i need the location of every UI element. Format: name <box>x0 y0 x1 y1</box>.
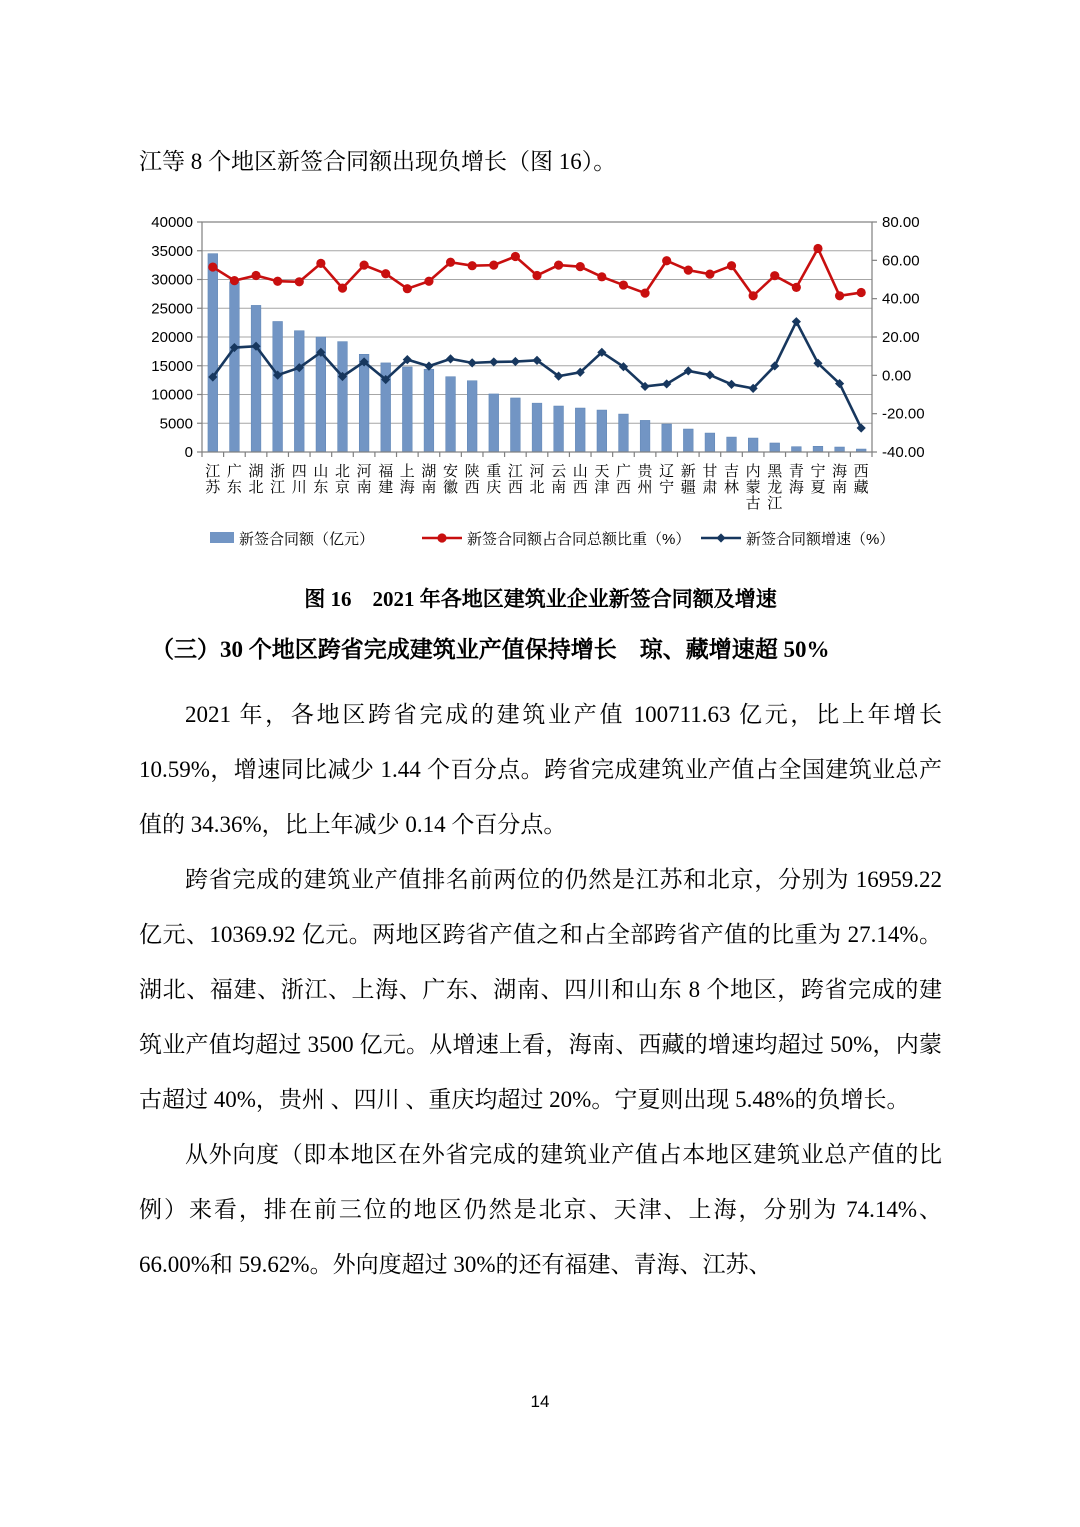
x-label-河北: 河北 <box>529 463 545 496</box>
marker-diamond <box>511 357 520 366</box>
marker-circle <box>381 269 390 278</box>
marker-diamond <box>727 380 736 389</box>
left-axis-label: 35000 <box>151 242 193 260</box>
bar-江西 <box>511 398 521 452</box>
right-axis-label: -40.00 <box>882 444 925 461</box>
marker-circle <box>813 244 822 253</box>
marker-diamond <box>857 423 866 432</box>
figure-16-chart <box>135 212 947 569</box>
marker-circle <box>792 283 801 292</box>
marker-circle <box>684 266 693 275</box>
bar-河南 <box>359 354 369 452</box>
x-label-贵州: 贵州 <box>637 463 653 496</box>
legend-growth-marker <box>716 533 725 542</box>
bar-重庆 <box>489 394 499 452</box>
page-number: 14 <box>530 1392 550 1411</box>
marker-circle <box>360 261 369 270</box>
bar-内蒙古 <box>748 438 758 452</box>
x-label-西藏: 西藏 <box>853 463 869 496</box>
x-label-四川: 四川 <box>291 463 307 496</box>
marker-circle <box>273 277 282 286</box>
legend-growth-label: 新签合同额增速（%） <box>746 531 895 548</box>
bar-山西 <box>575 408 585 452</box>
bar-甘肃 <box>705 433 715 452</box>
right-axis-label: 0.00 <box>882 367 912 385</box>
marker-circle <box>770 271 779 280</box>
bar-陕西 <box>467 381 477 452</box>
marker-circle <box>705 270 714 279</box>
intro-text-line: 江等 8 个地区新签合同额出现负增长（图 16）。 <box>139 149 617 174</box>
legend-ratio-marker <box>437 533 446 542</box>
marker-circle <box>468 261 477 270</box>
bar-湖北 <box>251 305 261 452</box>
marker-circle <box>662 256 671 265</box>
chart-svg <box>135 212 947 564</box>
left-axis-label: 15000 <box>151 357 193 375</box>
x-label-山西: 山西 <box>572 463 588 496</box>
x-label-陕西: 陕西 <box>464 463 480 496</box>
paragraph-2: 跨省完成的建筑业产值排名前两位的仍然是江苏和北京，分别为 16959.22 亿元、10369.92 亿元。两地区跨省产值之和占全部跨省产值的比重为 27.14%。湖北、福建、浙江、上海、广东、湖南、四川和山东 8 个地区，跨省完成的建筑业产值均超过 3500 亿元。从增速上看，海南、西藏的增速均超过 50%，内蒙古超过 40%，贵州 、四川 、重庆均超过 20%。宁夏则出现 5.48%的负增长。 <box>139 867 942 1112</box>
legend-ratio-label: 新签合同额占合同总额比重（%） <box>467 531 691 548</box>
bar-吉林 <box>727 437 737 452</box>
left-axis-label: 25000 <box>151 300 193 318</box>
bar-黑龙江 <box>770 443 780 452</box>
x-label-辽宁: 辽宁 <box>659 463 675 496</box>
left-axis-label: 5000 <box>159 415 193 433</box>
legend-bar-swatch <box>210 532 234 543</box>
x-label-内蒙古: 内蒙古 <box>745 463 761 512</box>
x-label-海南: 海南 <box>832 463 848 496</box>
bar-四川 <box>294 331 304 452</box>
right-axis-label: -20.00 <box>882 405 925 423</box>
x-label-福建: 福建 <box>378 463 394 496</box>
x-label-黑龙江: 黑龙江 <box>767 463 783 512</box>
bar-新疆 <box>683 429 693 452</box>
marker-circle <box>619 280 628 289</box>
marker-circle <box>403 284 412 293</box>
bar-北京 <box>338 342 348 452</box>
right-axis-label: 80.00 <box>882 214 920 231</box>
x-label-江苏: 江苏 <box>205 463 221 496</box>
bar-广东 <box>230 282 240 452</box>
marker-circle <box>597 272 606 281</box>
x-label-江西: 江西 <box>507 463 523 496</box>
marker-circle <box>251 271 260 280</box>
legend-bar-label: 新签合同额（亿元） <box>239 531 375 548</box>
right-axis-label: 40.00 <box>882 290 920 308</box>
marker-circle <box>576 262 585 271</box>
left-axis-label: 40000 <box>151 214 193 231</box>
marker-circle <box>727 261 736 270</box>
marker-diamond <box>705 370 714 379</box>
paragraph-3: 从外向度（即本地区在外省完成的建筑业产值占本地区建筑业总产值的比例）来看，排在前三位的地区仍然是北京、天津、上海，分别为 74.14%、66.00%和 59.62%。外向度超过 30%的还有福建、青海、江苏、 <box>139 1142 942 1277</box>
x-label-湖南: 湖南 <box>421 463 437 496</box>
bar-宁夏 <box>813 446 823 452</box>
right-axis-label: 60.00 <box>882 252 920 270</box>
marker-circle <box>511 252 520 261</box>
bar-海南 <box>835 447 845 452</box>
x-label-河南: 河南 <box>356 463 372 496</box>
bar-广西 <box>619 414 629 452</box>
figure-caption: 图 16 2021 年各地区建筑业企业新签合同额及增速 <box>304 587 777 611</box>
bar-天津 <box>597 410 607 452</box>
x-label-山东: 山东 <box>313 463 329 496</box>
x-label-广东: 广东 <box>226 463 242 496</box>
marker-circle <box>857 288 866 297</box>
x-label-重庆: 重庆 <box>486 463 502 496</box>
x-label-浙江: 浙江 <box>270 463 286 496</box>
marker-circle <box>295 277 304 286</box>
bar-湖南 <box>424 369 434 452</box>
section-heading: （三）30 个地区跨省完成建筑业产值保持增长 琼、藏增速超 50% <box>151 637 830 662</box>
bar-上海 <box>402 367 412 452</box>
left-axis-label: 0 <box>184 444 193 461</box>
marker-circle <box>338 284 347 293</box>
bar-安徽 <box>446 377 456 452</box>
marker-circle <box>208 262 217 271</box>
bar-河北 <box>532 403 542 452</box>
marker-circle <box>749 291 758 300</box>
marker-diamond <box>446 354 455 363</box>
left-axis-label: 30000 <box>151 271 193 289</box>
x-label-云南: 云南 <box>551 463 567 496</box>
bar-贵州 <box>640 420 650 452</box>
marker-circle <box>316 259 325 268</box>
bar-云南 <box>554 406 564 452</box>
left-axis-label: 20000 <box>151 329 193 346</box>
bar-辽宁 <box>662 424 672 452</box>
marker-circle <box>230 276 239 285</box>
bar-浙江 <box>273 321 283 452</box>
marker-circle <box>532 271 541 280</box>
x-label-青海: 青海 <box>788 463 804 496</box>
marker-diamond <box>489 357 498 366</box>
x-label-湖北: 湖北 <box>248 463 264 496</box>
x-label-甘肃: 甘肃 <box>702 463 718 496</box>
x-label-广西: 广西 <box>615 463 631 496</box>
x-label-天津: 天津 <box>594 463 610 496</box>
marker-circle <box>489 261 498 270</box>
x-label-北京: 北京 <box>334 463 350 496</box>
marker-diamond <box>792 317 801 326</box>
x-label-上海: 上海 <box>399 463 415 496</box>
x-label-宁夏: 宁夏 <box>810 463 826 496</box>
paragraph-1: 2021 年，各地区跨省完成的建筑业产值 100711.63 亿元，比上年增长 10.59%，增速同比减少 1.44 个百分点。跨省完成建筑业产值占全国建筑业总产值的 34.36%，比上年减少 0.14 个百分点。 <box>139 702 942 837</box>
marker-circle <box>835 291 844 300</box>
x-label-新疆: 新疆 <box>680 463 696 496</box>
x-label-吉林: 吉林 <box>724 463 740 496</box>
x-label-安徽: 安徽 <box>443 463 459 496</box>
marker-circle <box>640 289 649 298</box>
marker-circle <box>424 277 433 286</box>
marker-circle <box>446 258 455 267</box>
page-content <box>139 146 942 1292</box>
bar-江苏 <box>208 254 218 452</box>
left-axis-label: 10000 <box>151 386 193 404</box>
marker-circle <box>554 261 563 270</box>
bar-青海 <box>791 447 801 452</box>
right-axis-label: 20.00 <box>882 329 920 346</box>
